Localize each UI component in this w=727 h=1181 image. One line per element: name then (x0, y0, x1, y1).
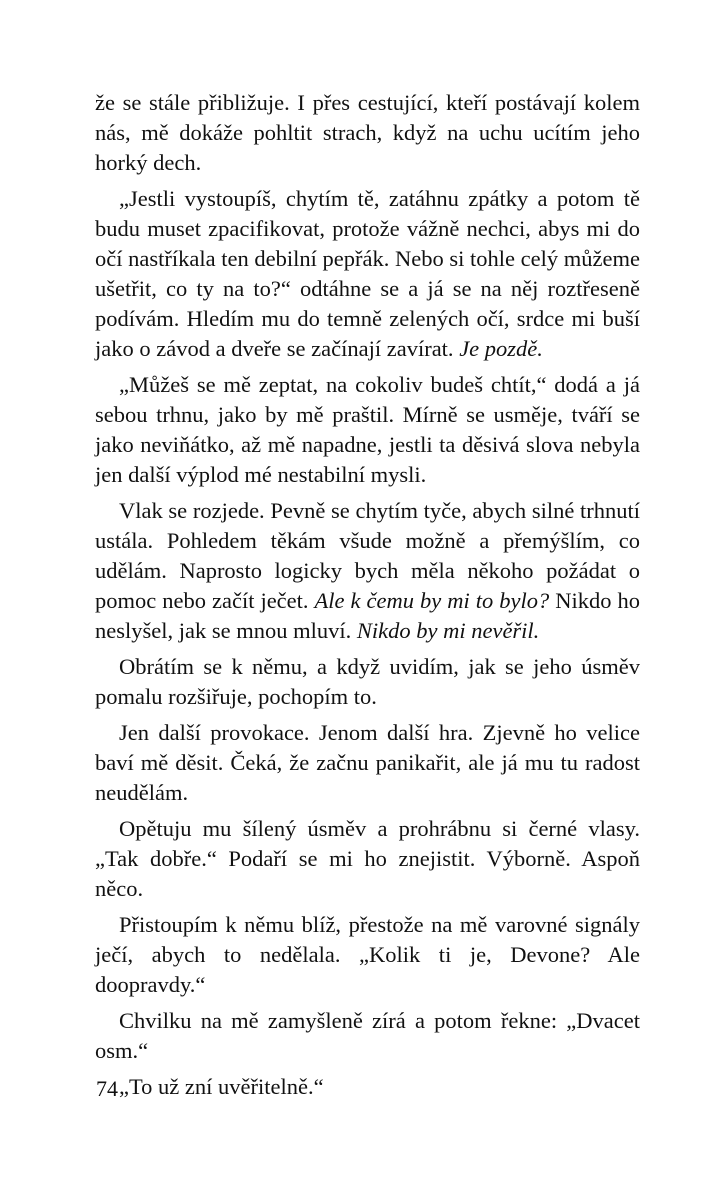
paragraph-text: Jen další provokace. Jenom další hra. Zjevně ho velice baví mě děsit. Čeká, že začnu panikařit, ale já mu tu radost neudělám. (95, 720, 640, 805)
paragraph-1 (95, 88, 640, 178)
paragraph-6 (95, 718, 640, 808)
paragraph-text: Chvilku na mě zamyšleně zírá a potom řekne: „Dvacet osm.“ (95, 1008, 640, 1063)
italic-text: Nikdo by mi nevěřil. (356, 618, 540, 643)
paragraph-text: Obrátím se k němu, a když uvidím, jak se jeho úsměv pomalu rozšiřuje, pochopím to. (95, 654, 640, 709)
paragraph-text: „To už zní uvěřitelně.“ (119, 1074, 324, 1099)
paragraph-text: Přistoupím k němu blíž, přestože na mě varovné signály ječí, abych to nedělala. „Kolik ti je, Devone? Ale doopravdy.“ (95, 912, 640, 997)
paragraph-text: „Můžeš se mě zeptat, na cokoliv budeš chtít,“ dodá a já sebou trhnu, jako by mě praštil. Mírně se usměje, tváří se jako neviňátko, až mě napadne, jestli ta děsivá slova nebyla jen další výplod mé nestabilní mysli. (95, 372, 640, 487)
italic-text: Ale k čemu by mi to bylo? (314, 588, 550, 613)
page-body (95, 88, 640, 1108)
paragraph-10 (95, 1072, 640, 1102)
paragraph-5 (95, 652, 640, 712)
paragraph-text: Nikdo ho neslyšel, jak se mnou mluví. (95, 588, 641, 643)
italic-text: Je pozdě. (459, 336, 543, 361)
paragraph-3 (95, 370, 640, 490)
paragraph-4 (95, 496, 640, 646)
paragraph-text: Opětuju mu šílený úsměv a prohrábnu si černé vlasy. „Tak dobře.“ Podaří se mi ho znejistit. Výborně. Aspoň něco. (95, 816, 640, 901)
paragraph-9 (95, 1006, 640, 1066)
paragraph-7 (95, 814, 640, 904)
page-number: 74 (96, 1076, 118, 1101)
paragraph-8 (95, 910, 640, 1000)
paragraph-text: „Jestli vystoupíš, chytím tě, zatáhnu zpátky a potom tě budu muset zpacifikovat, protože vážně nechci, abys mi do očí nastříkala ten debilní pepřák. Nebo si tohle celý můžeme ušetřit, co ty na to?“ odtáhne se a já se na něj roztřeseně podívám. Hledím mu do temně zelených očí, srdce mi buší jako o závod a dveře se začínají zavírat. (95, 186, 640, 361)
paragraph-2 (95, 184, 640, 364)
paragraph-text: Vlak se rozjede. Pevně se chytím tyče, abych silné trhnutí ustála. Pohledem těkám všude možně a přemýšlím, co udělám. Naprosto logicky bych měla někoho požádat o pomoc nebo začít ječet. (95, 498, 640, 613)
paragraph-text: že se stále přibližuje. I přes cestující, kteří postávají kolem nás, mě dokáže pohltit strach, když na uchu ucítím jeho horký dech. (95, 90, 640, 175)
